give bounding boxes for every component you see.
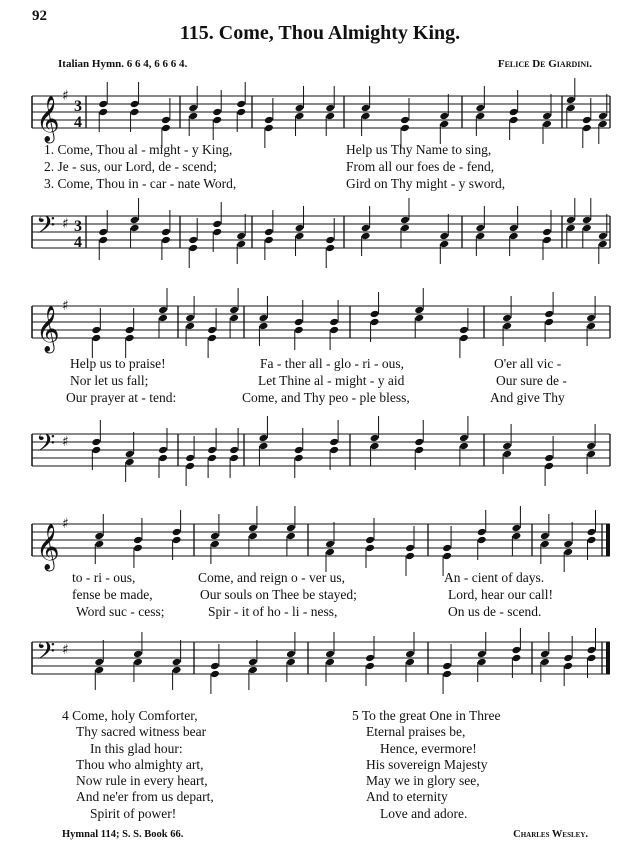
note-chord (329, 300, 339, 350)
lyric-line: An - cient of days. (444, 570, 545, 585)
lyric-line: Gird on Thy might - y sword, (346, 176, 506, 191)
bass-clef-icon: 𝄢 (36, 211, 56, 246)
note-chord (400, 98, 410, 148)
staff-bass-3 (28, 628, 614, 688)
note-chord (542, 94, 552, 144)
note-chord (236, 82, 246, 132)
lyric-line: to - ri - ous, (72, 570, 136, 585)
sharp-icon: ♯ (62, 434, 69, 450)
tune-name: Italian Hymn. 6 6 4, 6 6 6 4. (58, 58, 188, 70)
verse-line: Hence, evermore! (380, 740, 477, 756)
sharp-icon: ♯ (62, 642, 69, 658)
verse-line: His sovereign Majesty (366, 756, 488, 772)
verse-line: May we in glory see, (366, 773, 480, 789)
note-chord (439, 94, 449, 144)
note-chord (563, 522, 573, 572)
note-chord (125, 308, 135, 358)
note-chord (587, 628, 597, 678)
note-chord (210, 644, 220, 694)
note-chord (405, 526, 415, 576)
bass-clef-icon: 𝄢 (36, 637, 56, 672)
lyric-line: Help us to praise! (70, 356, 166, 371)
note-chord (325, 522, 335, 572)
lyric-line: Nor let us fall; (70, 373, 149, 388)
hymn-number: 115. (179, 22, 214, 44)
lyric-line: O'er all vic - (494, 356, 562, 371)
note-chord (414, 420, 424, 470)
verse-4 (62, 708, 214, 822)
verse-line: Eternal praises be, (366, 724, 466, 740)
lyric-block-1 (28, 142, 614, 202)
verse-line: Thy sacred witness bear (76, 724, 207, 740)
lyric-line: Fa - ther all - glo - ri - ous, (260, 356, 404, 371)
footer-reference: Hymnal 114; S. S. Book 66. (62, 829, 184, 840)
verse-line: And ne'er from us depart, (76, 789, 214, 805)
note-chord (294, 428, 304, 478)
note-chord (439, 214, 449, 264)
note-chord (91, 420, 101, 470)
staff-lines (32, 216, 610, 248)
time-signature: 3 (74, 218, 82, 235)
music-system-1 (28, 82, 614, 262)
note-chord (442, 644, 452, 694)
lyric-line: 1. Come, Thou al - might - y King, (44, 142, 233, 157)
treble-clef-icon: 𝄞 (36, 524, 60, 570)
note-chord (133, 518, 143, 568)
staff-lines (32, 96, 610, 128)
note-chord (459, 308, 469, 358)
note-chord (544, 436, 554, 486)
note-chord (294, 300, 304, 350)
note-chord (236, 214, 246, 264)
note-chord (370, 292, 380, 342)
note-chord (172, 510, 182, 560)
verse-line: Now rule in every heart, (76, 773, 208, 789)
note-chord (325, 218, 335, 268)
staff-treble-3 (28, 510, 614, 570)
lyric-line: Lord, hear our call! (448, 587, 553, 602)
lyric-line: Our prayer at - tend: (66, 390, 177, 405)
note-chord (98, 210, 108, 260)
verse-line: Love and adore. (380, 805, 468, 821)
note-chord (542, 210, 552, 260)
note-chord (477, 510, 487, 560)
note-chord (172, 640, 182, 690)
note-chord (563, 636, 573, 686)
note-chord (587, 510, 597, 560)
lyric-line: On us de - scend. (448, 604, 542, 619)
music-system-2 (28, 292, 614, 472)
page-number: 92 (32, 8, 47, 24)
lyric-line: Spir - it of ho - li - ness, (208, 604, 338, 619)
time-signature: 4 (74, 114, 82, 131)
note-chord (212, 90, 222, 140)
treble-clef-icon: 𝄞 (36, 306, 60, 352)
staff-lines (32, 524, 610, 556)
lyric-line: Word suc - cess; (76, 604, 165, 619)
note-chord (229, 428, 239, 478)
note-chord (509, 90, 519, 140)
lyric-line: 2. Je - sus, our Lord, de - scend; (44, 159, 217, 174)
note-chord (598, 214, 608, 264)
lyric-line: 3. Come, Thou in - car - nate Word, (44, 176, 237, 191)
bass-clef-icon: 𝄢 (36, 429, 56, 464)
note-chord (188, 218, 198, 268)
note-chord (582, 98, 592, 148)
lyric-line: Our sure de - (496, 373, 567, 388)
note-chord (158, 428, 168, 478)
note-chord (598, 94, 608, 144)
sharp-icon: ♯ (62, 516, 69, 532)
sharp-icon: ♯ (62, 216, 69, 232)
staff-lines (32, 306, 610, 338)
note-chord (161, 210, 171, 260)
verse-line: In this glad hour: (90, 740, 183, 756)
note-chord (212, 202, 222, 252)
hymn-title (0, 22, 640, 45)
lyric-line: From all our foes de - fend, (346, 159, 495, 174)
verse-line: Thou who almighty art, (76, 756, 204, 772)
lyric-line: Help us Thy Name to sing, (346, 142, 492, 157)
verse-line: 5 To the great One in Three (352, 708, 501, 723)
note-chord (130, 82, 140, 132)
composer-name: Felice De Giardini. (497, 58, 592, 70)
note-chord (264, 98, 274, 148)
lyric-line: And give Thy (490, 390, 565, 405)
note-chord (365, 518, 375, 568)
note-chord (125, 432, 135, 482)
verse-line: Spirit of power! (90, 805, 177, 821)
lyric-line: Come, and Thy peo - ple bless, (242, 390, 410, 405)
note-chord (185, 436, 195, 486)
sharp-icon: ♯ (62, 88, 69, 104)
verse-5 (352, 708, 501, 822)
hymn-title-text: Come, Thou Almighty King. (218, 22, 461, 44)
note-chord (91, 308, 101, 358)
time-signature: 4 (74, 234, 82, 251)
lyric-block-3 (28, 570, 614, 630)
note-chord (94, 640, 104, 690)
note-chord (248, 640, 258, 690)
lyric-line: Our souls on Thee be stayed; (200, 587, 357, 602)
sharp-icon: ♯ (62, 298, 69, 314)
lyric-line: fense be made, (72, 587, 153, 602)
note-chord (511, 628, 521, 678)
staff-treble-2 (28, 292, 614, 352)
note-chord (264, 210, 274, 260)
note-chord (98, 82, 108, 132)
verse-line: And to eternity (366, 789, 448, 805)
lyric-block-2 (28, 356, 614, 416)
verse-line: 4 Come, holy Comforter, (62, 708, 198, 723)
staff-lines (32, 434, 610, 466)
note-chord (161, 98, 171, 148)
note-chord (365, 636, 375, 686)
note-chord (207, 428, 217, 478)
staff-lines (32, 642, 610, 674)
note-chord (442, 526, 452, 576)
treble-clef-icon: 𝄞 (36, 96, 60, 142)
footer-author: Charles Wesley. (513, 829, 588, 840)
staff-bass-1 (28, 202, 614, 262)
staff-bass-2 (28, 420, 614, 480)
note-chord (207, 308, 217, 358)
time-signature: 3 (74, 98, 82, 115)
music-system-3 (28, 510, 614, 690)
note-chord (544, 292, 554, 342)
lyric-line: Let Thine al - might - y aid (258, 373, 405, 388)
note-chord (329, 420, 339, 470)
staff-treble-1 (28, 82, 614, 142)
lyric-line: Come, and reign o - ver us, (198, 570, 345, 585)
